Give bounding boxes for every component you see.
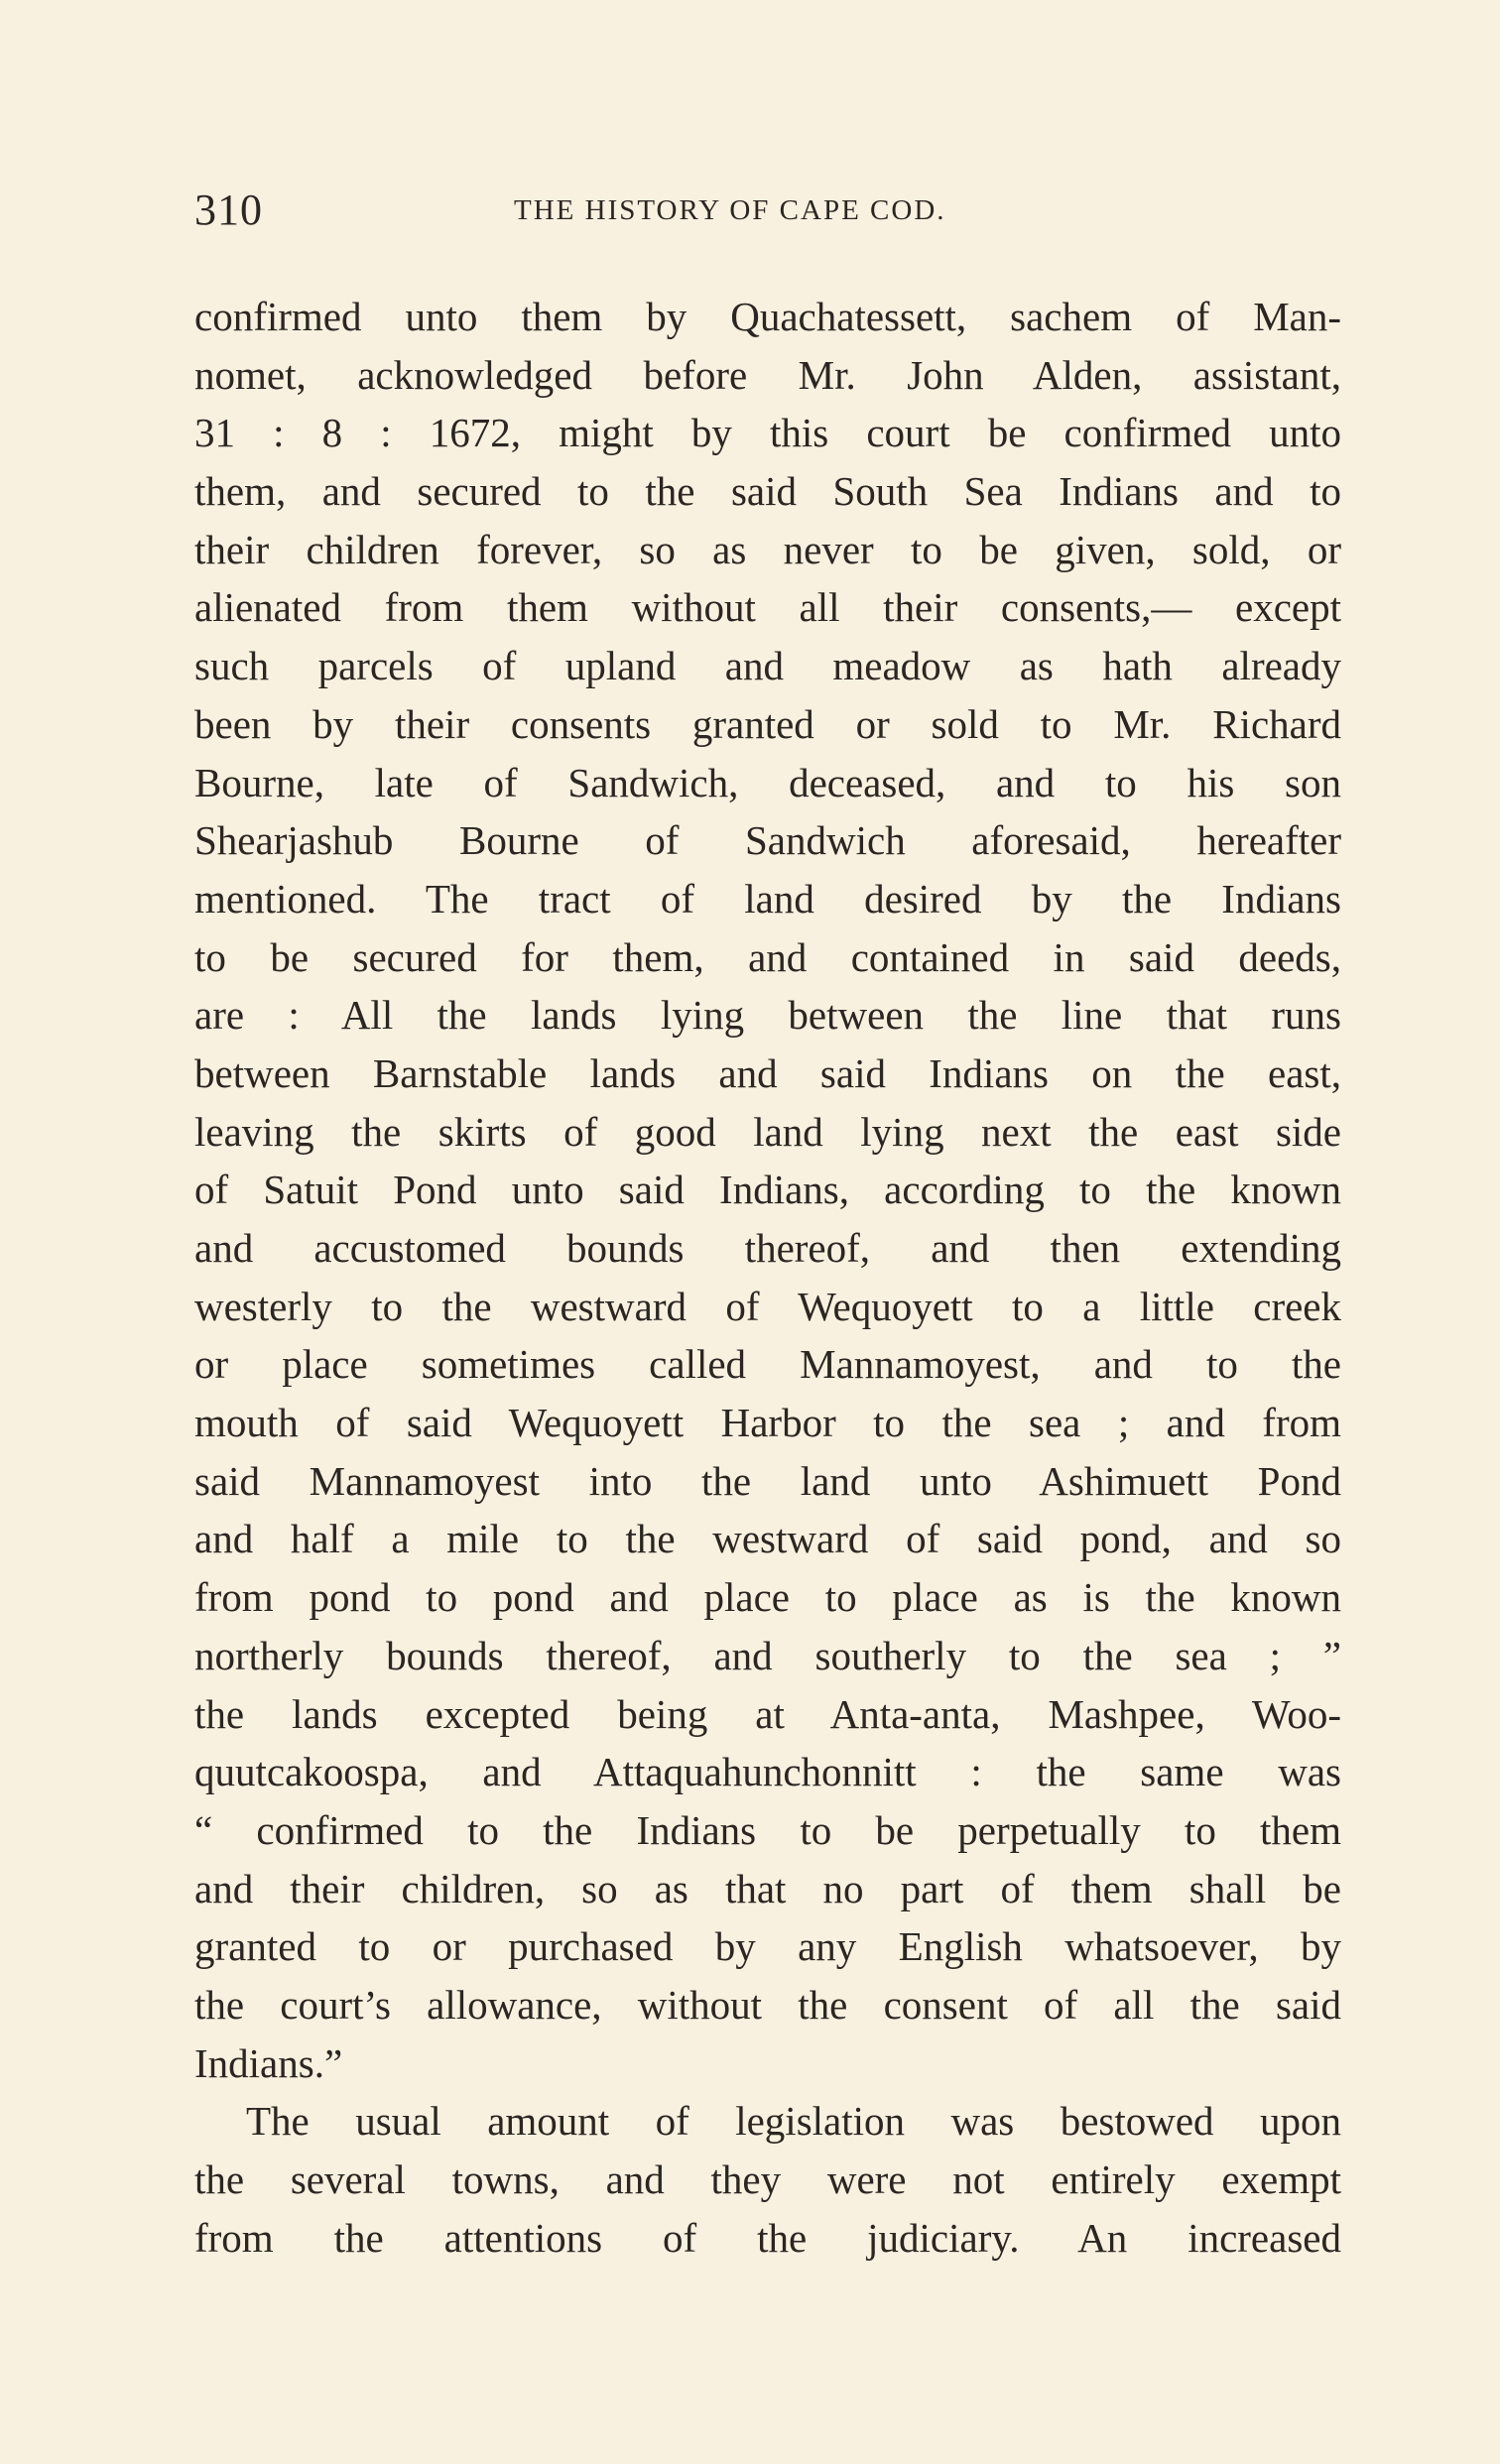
text-line: nomet, acknowledged before Mr. John Alden, assistant, (194, 351, 1341, 398)
text-line: the several towns, and they were not entirely exempt (194, 2156, 1341, 2202)
text-line: Bourne, late of Sandwich, deceased, and to his son (194, 759, 1341, 805)
paragraph (194, 2092, 1341, 2267)
text-line: Indians.” (194, 2039, 343, 2086)
text-line: quutcakoospa, and Attaquahunchonnitt : the same was (194, 1749, 1341, 1795)
text-line: confirmed unto them by Quachatessett, sachem of Man- (194, 294, 1341, 339)
page-number: 310 (194, 185, 263, 234)
text-line: granted to or purchased by any English whatsoever, by (194, 1923, 1341, 1970)
text-line: Shearjashub Bourne of Sandwich aforesaid, hereafter (194, 817, 1341, 864)
text-line: mentioned. The tract of land desired by the Indians (194, 875, 1341, 922)
text-line: leaving the skirts of good land lying next the east side (194, 1108, 1341, 1155)
text-line: and half a mile to the westward of said pond, and so (194, 1516, 1341, 1562)
text-line: mouth of said Wequoyett Harbor to the sea ; and from (194, 1400, 1341, 1446)
text-line: of Satuit Pond unto said Indians, according to the known (194, 1167, 1341, 1213)
text-line: are : All the lands lying between the line that runs (194, 992, 1341, 1039)
paragraph (194, 288, 1341, 2092)
text-line: the lands excepted being at Anta-anta, Mashpee, Woo- (194, 1690, 1341, 1737)
text-line: from the attentions of the judiciary. An increased (194, 2214, 1341, 2261)
text-line: and their children, so as that no part of them shall be (194, 1865, 1341, 1911)
text-line: 31 : 8 : 1672, might by this court be confirmed unto (194, 410, 1341, 456)
text-line: and accustomed bounds thereof, and then extending (194, 1225, 1341, 1271)
text-line: their children forever, so as never to be given, sold, or (194, 526, 1341, 572)
text-line: northerly bounds thereof, and southerly to the sea ; ” (194, 1632, 1341, 1678)
text-line: between Barnstable lands and said Indians on the east, (194, 1049, 1341, 1096)
running-title: THE HISTORY OF CAPE COD. (514, 194, 946, 226)
text-line: or place sometimes called Mannamoyest, and to the (194, 1341, 1341, 1388)
text-line: them, and secured to the said South Sea Indians and to (194, 468, 1341, 515)
text-line: “ confirmed to the Indians to be perpetually to them (194, 1806, 1341, 1853)
text-line: to be secured for them, and contained in said deeds, (194, 933, 1341, 980)
text-line: from pond to pond and place to place as is the known (194, 1574, 1341, 1621)
text-line: westerly to the westward of Wequoyett to a little creek (194, 1283, 1341, 1329)
body-text (194, 288, 1341, 2267)
running-head (194, 185, 1341, 244)
text-line: The usual amount of legislation was bestowed upon (246, 2098, 1341, 2145)
text-line: alienated from them without all their consents,— except (194, 584, 1341, 631)
text-line: said Mannamoyest into the land unto Ashimuett Pond (194, 1457, 1341, 1504)
text-line: such parcels of upland and meadow as hath already (194, 643, 1341, 689)
text-line: the court’s allowance, without the consent of all the said (194, 1981, 1341, 2028)
text-line: been by their consents granted or sold to Mr. Richard (194, 700, 1341, 747)
